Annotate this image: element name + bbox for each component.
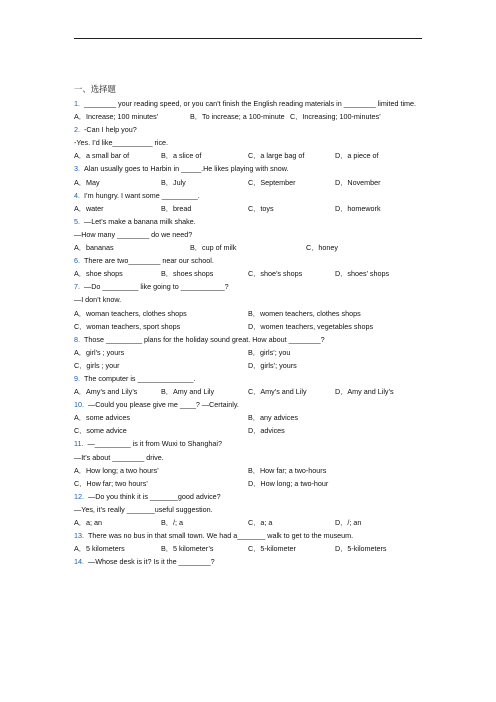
question-text: —Could you please give me ____? —Certainly. bbox=[88, 400, 239, 410]
options-row bbox=[74, 149, 424, 162]
option-a[interactable]: A．a small bar of bbox=[74, 151, 130, 161]
options-row bbox=[74, 542, 424, 555]
question-number: 12. bbox=[74, 491, 84, 501]
options-row bbox=[74, 385, 424, 398]
option-b[interactable]: B．bread bbox=[161, 203, 192, 213]
option-b[interactable]: B．cup of milk bbox=[190, 243, 237, 253]
question-number: 2. bbox=[74, 125, 80, 135]
question-extra-line: —I don’t know. bbox=[74, 295, 122, 305]
options-row bbox=[74, 176, 424, 189]
question-number: 14. bbox=[74, 557, 84, 567]
option-b[interactable]: B．/; a bbox=[161, 518, 183, 527]
option-c[interactable]: C．Amy’s and Lily bbox=[248, 387, 307, 397]
question-text: There was no bus in that small town. We had a_______ walk to get to the museum. bbox=[88, 531, 354, 541]
question-7 bbox=[74, 280, 424, 332]
options-row: A．Increase; 100 minutes’ B．To increase; a 100-minute C．Increasing; 100-minutes’ bbox=[74, 110, 424, 123]
option-c[interactable]: C．5-kilometer bbox=[248, 544, 296, 554]
options-row bbox=[74, 411, 424, 424]
question-extra-line: —How many ________ do we need? bbox=[74, 229, 193, 239]
option-c[interactable]: C．September bbox=[248, 177, 296, 187]
option-a[interactable]: A．shoe shops bbox=[74, 269, 123, 279]
question-text: ________ your reading speed, or you can’t finish the English reading materials in ________ limited time. bbox=[84, 99, 417, 108]
option-c[interactable]: C．girls ; your bbox=[74, 360, 120, 370]
option-b[interactable]: B．How far; a two-hours bbox=[248, 465, 327, 475]
option-a[interactable]: A．Increase; 100 minutes’ bbox=[74, 112, 159, 122]
option-b[interactable]: B．girls’; you bbox=[248, 347, 291, 357]
option-b[interactable]: B．Amy and Lily bbox=[161, 387, 215, 397]
option-d[interactable]: D．homework bbox=[335, 203, 381, 213]
option-a[interactable]: A．bananas bbox=[74, 243, 114, 253]
option-b[interactable]: B．July bbox=[161, 177, 186, 187]
question-text: —Do you think it is _______good advice? bbox=[88, 491, 221, 501]
question-text: Alan usually goes to Harbin in _____.He likes playing with snow. bbox=[84, 164, 289, 174]
question-extra-line: —Yes, it’s really _______useful suggestion. bbox=[74, 504, 213, 514]
header-rule bbox=[74, 38, 422, 39]
question-text: —Whose desk is it? Is it the ________? bbox=[88, 557, 215, 567]
question-10 bbox=[74, 398, 424, 437]
option-b[interactable]: B．To increase; a 100-minute bbox=[190, 112, 285, 122]
option-c[interactable]: C．woman teachers, sport shops bbox=[74, 321, 181, 331]
option-b[interactable]: B．shoes shops bbox=[161, 269, 214, 279]
question-text: The computer is ______________. bbox=[84, 373, 196, 383]
option-d[interactable]: D．/; an bbox=[335, 518, 362, 527]
question-number: 9. bbox=[74, 373, 80, 383]
question-14 bbox=[74, 555, 424, 568]
question-8 bbox=[74, 333, 424, 372]
options-row bbox=[74, 202, 424, 215]
question-extra-line: -Yes. I’d like__________ rice. bbox=[74, 138, 169, 148]
option-d[interactable]: D．girls’; yours bbox=[248, 360, 297, 370]
question-5 bbox=[74, 215, 424, 254]
options-row bbox=[74, 516, 424, 529]
option-a[interactable]: A．woman teachers, clothes shops bbox=[74, 308, 187, 318]
option-d[interactable]: D．5-kilometers bbox=[335, 544, 387, 554]
option-c[interactable]: C．shoe’s shops bbox=[248, 269, 303, 279]
question-12 bbox=[74, 490, 424, 529]
question-number: 11. bbox=[74, 439, 84, 449]
option-a[interactable]: A．girl’s ; yours bbox=[74, 347, 125, 357]
question-text: —Let’s make a banana milk shake. bbox=[84, 216, 196, 226]
option-c[interactable]: C．a large bag of bbox=[248, 151, 305, 161]
question-9 bbox=[74, 372, 424, 398]
option-c[interactable]: C．How far; two hours’ bbox=[74, 478, 148, 488]
option-c[interactable]: C．a; a bbox=[248, 518, 273, 527]
question-extra-line: —It’s about ________ drive. bbox=[74, 452, 164, 462]
section-title: 一、选择题 bbox=[74, 84, 116, 94]
option-c[interactable]: C．toys bbox=[248, 203, 274, 213]
question-4 bbox=[74, 189, 424, 215]
question-number: 10. bbox=[74, 400, 84, 410]
question-number: 6. bbox=[74, 256, 80, 266]
option-d[interactable]: D．advices bbox=[248, 426, 285, 436]
options-row bbox=[74, 346, 424, 359]
option-c[interactable]: C．some advice bbox=[74, 426, 127, 436]
options-row bbox=[74, 320, 424, 333]
question-11 bbox=[74, 437, 424, 489]
option-a[interactable]: A．Amy’s and Lily’s bbox=[74, 387, 138, 397]
question-3 bbox=[74, 162, 424, 188]
option-d[interactable]: D．How long; a two-hour bbox=[248, 478, 329, 488]
option-b[interactable]: B．5 kilometer’s bbox=[161, 544, 214, 554]
options-row bbox=[74, 359, 424, 372]
option-a[interactable]: A．some advices bbox=[74, 413, 130, 423]
option-a[interactable]: A．How long; a two hours’ bbox=[74, 465, 159, 475]
question-number: 13. bbox=[74, 531, 84, 541]
option-d[interactable]: D．Amy and Lily’s bbox=[335, 387, 394, 397]
option-d[interactable]: D．shoes’ shops bbox=[335, 269, 390, 279]
option-a[interactable]: A．5 kilometers bbox=[74, 544, 125, 554]
option-a[interactable]: A．water bbox=[74, 203, 104, 213]
question-number: 8. bbox=[74, 334, 80, 344]
question-text: -Can I help you? bbox=[84, 125, 137, 135]
question-number: 7. bbox=[74, 282, 80, 292]
question-1 bbox=[74, 97, 424, 123]
question-text: Those _________ plans for the holiday sound great. How about ________? bbox=[84, 334, 325, 344]
document-body bbox=[74, 82, 424, 568]
option-a[interactable]: A．May bbox=[74, 177, 100, 187]
option-d[interactable]: D．November bbox=[335, 177, 381, 187]
question-number: 5. bbox=[74, 216, 80, 226]
question-number: 3. bbox=[74, 164, 80, 174]
options-row bbox=[74, 241, 424, 254]
options-row bbox=[74, 477, 424, 490]
options-row bbox=[74, 424, 424, 437]
question-number: 4. bbox=[74, 190, 80, 200]
option-b[interactable]: B．a slice of bbox=[161, 151, 202, 161]
question-13 bbox=[74, 529, 424, 555]
option-c[interactable]: C．honey bbox=[306, 243, 338, 253]
option-b[interactable]: B．women teachers, clothes shops bbox=[248, 308, 361, 318]
question-text: There are two________ near our school. bbox=[84, 256, 214, 266]
options-row bbox=[74, 267, 424, 280]
question-2 bbox=[74, 123, 424, 162]
question-text: —Do _________ like going to ___________? bbox=[84, 282, 229, 292]
question-number: 1. bbox=[74, 99, 80, 108]
question-6 bbox=[74, 254, 424, 280]
options-row bbox=[74, 307, 424, 320]
option-d[interactable]: D．women teachers, vegetables shops bbox=[248, 321, 374, 331]
option-a[interactable]: A．a; an bbox=[74, 518, 102, 527]
option-b[interactable]: B．any advices bbox=[248, 413, 298, 423]
question-text: —_________ is it from Wuxi to Shanghai? bbox=[87, 439, 222, 449]
options-row bbox=[74, 464, 424, 477]
question-text: I’m hungry. I want some _________. bbox=[84, 190, 200, 200]
option-d[interactable]: D．a piece of bbox=[335, 151, 379, 161]
